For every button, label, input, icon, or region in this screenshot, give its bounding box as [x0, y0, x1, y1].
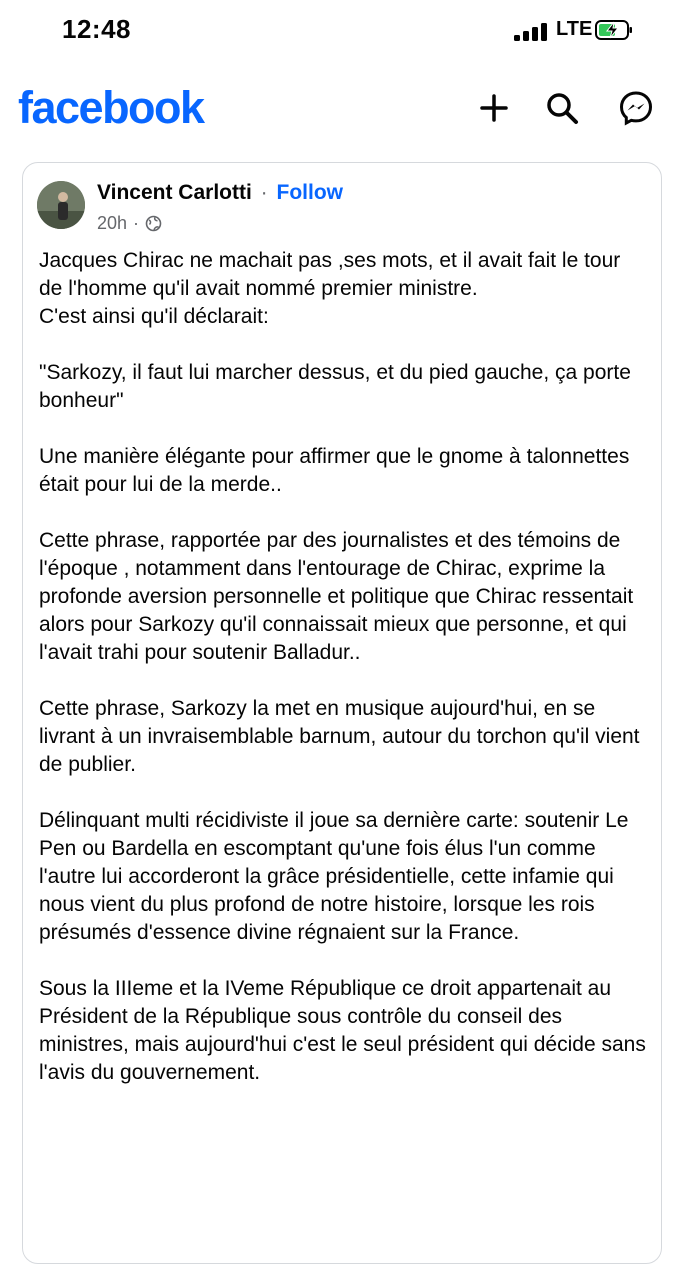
battery-charging-icon [595, 20, 633, 40]
meta-separator: · [133, 213, 140, 233]
avatar-photo [37, 181, 85, 229]
post-meta [97, 213, 162, 234]
status-bar [0, 0, 682, 62]
search-button[interactable] [540, 86, 584, 130]
globe-icon[interactable] [145, 215, 162, 232]
plus-icon [479, 93, 509, 123]
network-label: LTE [556, 18, 593, 40]
messenger-button[interactable] [614, 86, 658, 130]
search-icon [545, 91, 579, 125]
follow-button[interactable]: Follow [276, 181, 343, 204]
post-paragraph: Une manière élégante pour affirmer que le gnome à talonnettes était pour lui de la merde.. [39, 445, 630, 496]
app-header [0, 70, 682, 150]
author-row [97, 181, 343, 205]
status-time: 12:48 [62, 14, 131, 44]
post-card [22, 162, 662, 1264]
post-paragraph: Cette phrase, rapportée par des journalistes et des témoins de l'époque , notamment dans l'entourage de Chirac, exprime la profonde aversion personnelle et politique que Chirac ressentait alors pour Sarkozy qu'il connaissait mieux que personne, et qui l'avait trahi pour soutenir Balladur.. [39, 529, 634, 664]
signal-bars-icon [514, 23, 550, 41]
post-paragraph: Jacques Chirac ne machait pas ,ses mots, et il avait fait le tour de l'homme qu'il avait nommé premier ministre. C'est ainsi qu'il déclarait: [39, 249, 621, 328]
messenger-icon [618, 90, 654, 126]
author-avatar[interactable] [37, 181, 85, 229]
author-name[interactable]: Vincent Carlotti [97, 181, 252, 204]
post-paragraph: Délinquant multi récidiviste il joue sa dernière carte: soutenir Le Pen ou Bardella en escomptant qu'une fois élus l'un comme l'autre lui accorderont la grâce présidentielle, cette infamie qui nous vient du plus profond de notre histoire, lorsque les rois présumés d'essence divine régnaient sur la France. [39, 809, 629, 944]
facebook-logo[interactable]: facebook [18, 82, 204, 133]
post-paragraph: Sous la IIIeme et la IVeme République ce droit appartenait au Président de la République sous contrôle du conseil des ministres, mais aujourd'hui c'est le seul président qui décide sans l'avis du gouvernement. [39, 977, 646, 1084]
post-paragraph: "Sarkozy, il faut lui marcher dessus, et du pied gauche, ça porte bonheur" [39, 361, 631, 412]
post-paragraph: Cette phrase, Sarkozy la met en musique aujourd'hui, en se livrant à un invraisemblable barnum, autour du torchon qu'il vient de publier. [39, 697, 640, 776]
post-time[interactable]: 20h [97, 213, 128, 233]
separator-dot: · [260, 181, 268, 204]
post-body [39, 247, 649, 1115]
create-post-button[interactable] [472, 86, 516, 130]
